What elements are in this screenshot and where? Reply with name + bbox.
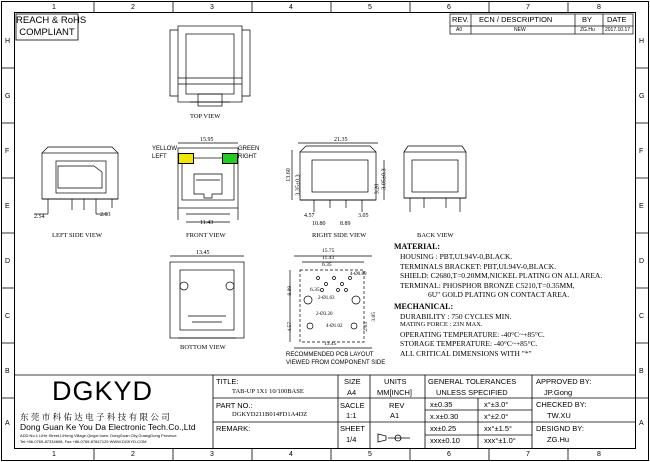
dim-pcb-d3: 2-Ø3.20 [316,312,333,317]
dim-right-h1: 13.60 [285,168,292,182]
compliance-box [16,14,87,38]
partno-value: DGKYD211B014FD1A4DZ [232,411,308,418]
compliance-line1: REACH & RoHS [16,15,87,26]
grid-row-label: E [5,203,10,210]
grid-col-label: 4 [289,4,293,11]
company-address: ADD:No.1 LiHe Street,LiHeng Village,Qingxi town, DongGuan City,GuangDong Province [20,433,177,438]
rev-header: REV. [452,15,469,24]
approved-label: APPROVED BY: [536,377,592,386]
desc-value: NEW [514,27,526,33]
dim-front-width: 15.95 [200,137,214,143]
tolerance-linear: xx±0.25 [430,424,457,433]
grid-row-label: A [639,420,644,427]
left-led-label: LEFT [152,154,167,160]
designed-value: ZG.Hu [547,435,570,444]
grid-col-label: 8 [597,4,601,11]
company-name-cn: 东 莞 市 科 佑 达 电 子 科 技 有 限 公 司 [20,412,170,422]
material-notes [394,243,602,357]
grid-col-label: 2 [131,451,135,458]
grid-row-label: F [639,148,644,155]
grid-row-label: G [5,93,11,100]
by-value: ZG.Hu [580,27,595,33]
material-line: SHIELD: C2680,T=0.20MM,NICKEL PLATING ON ALL AREA. [400,271,603,280]
dim-right-b4: 8.89 [340,221,351,227]
dim-left-b: 2.03 [100,212,111,218]
green-led [222,153,238,164]
dim-pcb-bottom: 13.45 [324,341,337,347]
grid-col-label: 3 [210,451,214,458]
grid-col-label: 3 [210,4,214,11]
dim-pcb-top2: 11.43 [322,255,335,261]
grid-col-label: 1 [52,451,56,458]
rev-value: A1 [390,411,400,420]
dim-right-b2: 3.05 [358,213,369,219]
grid-row-label: F [5,148,10,155]
by-header: BY [582,15,593,24]
grid-row-label: H [639,38,645,45]
bottom-view-label: BOTTOM VIEW [180,344,226,351]
dim-left-a: 2.54 [34,214,45,220]
material-line: 6U" GOLD PLATING ON CONTACT AREA. [428,290,570,299]
grid-col-label: 5 [368,4,372,11]
dim-pcb-v4: 2.03 [363,321,370,332]
grid-row-label: H [5,38,11,45]
mechanical-line: MATING FORCE : 23N MAX. [400,321,483,328]
dim-pcb-d1: 4-Ø0.89 [350,272,367,277]
yellow-led [178,153,194,164]
dim-front-bottom: 11.43 [200,220,214,226]
company-name-en: Dong Guan Ke You Da Electronic Tech.Co.,Ltd [20,422,196,432]
grid-row-label: D [639,258,645,265]
checked-value: TW.XU [547,411,571,420]
scale-label: SACLE [340,401,365,410]
desc-header: ECN / DESCRIPTION [479,15,553,24]
grid-row-label: B [5,368,10,375]
material-line: HOUSING : PBT,UL94V-0,BLACK. [400,252,513,261]
title-label: TITLE: [216,377,239,386]
dim-right-h3: 3.20 [374,183,381,195]
dim-pcb-d2: 2-Ø1.63 [318,296,335,301]
tolerance-angular: x°±2.0° [484,412,509,421]
material-line: TERMINAL: PHOSPHOR BRONZE C5210,T=0.35MM, [400,280,575,290]
compliance-line2: COMPLIANT [19,26,75,38]
dim-pcb-v1: 8.89 [287,285,294,296]
material-line: TERMINALS BRACKET: PBT,UL94V-0,BLACK. [400,261,557,271]
dim-pcb-d4: 4-Ø1.02 [326,324,343,329]
dim-right-h4: 3.05±0.3 [381,168,388,190]
title-value: TAB-UP 1X1 10/100BASE [232,388,304,395]
sheet-value: 1/4 [346,435,357,444]
grid-row-label: G [639,93,645,100]
dim-right-h2: 3.35±0.3 [295,174,302,196]
dim-pcb-top1: 15.75 [322,248,335,254]
tolerance-sublabel: UNLESS SPECIFIED [436,388,508,397]
tolerance-linear: x.x±0.30 [430,412,459,421]
scale-value: 1:1 [346,411,357,420]
company-logo: DGKYD [52,376,154,406]
grid-col-label: 8 [597,451,601,458]
size-value: A4 [347,388,357,397]
tolerance-angular: xxx°±1.0° [484,436,516,445]
grid-row-label: A [5,420,10,427]
grid-row-label: C [5,313,11,320]
right-side-view-label: RIGHT SIDE VIEW [312,232,367,239]
grid-col-label: 7 [526,4,530,11]
mechanical-line: ALL CRITICAL DIMENSIONS WITH "*" [400,348,532,358]
grid-row-label: B [639,368,644,375]
grid-row-label: D [5,258,11,265]
material-title: MATERIAL: [394,242,441,251]
tolerance-angular: x°±3.0° [484,400,509,409]
top-view-label: TOP VIEW [190,113,221,120]
tolerance-linear: x±0.35 [430,400,453,409]
pcb-layout-sublabel: VIEWED FROM COMPONENT SIDE [286,360,386,366]
units-value: MM[INCH] [377,388,412,397]
size-label: SIZE [344,377,361,386]
date-value: 2017.10.17 [605,27,631,33]
front-view-label: FRONT VIEW [186,232,226,239]
mechanical-line: DURABILITY : 750 CYCLES MIN. [400,311,512,321]
tolerance-label: GENERAL TOLERANCES [428,377,517,386]
grid-col-label: 1 [52,4,56,11]
dim-pcb-v3: 4.57 [287,321,294,332]
grid-col-label: 2 [131,4,135,11]
dim-pcb-v2: 6.35 [310,287,320,293]
dim-right-width: 21.35 [334,137,348,143]
mechanical-line: OPERATING TEMPERATURE: -40°C~+85°C. [400,329,545,339]
sheet-label: SHEET [340,424,366,433]
dim-right-b1: 4.57 [304,213,315,219]
units-label: UNITS [384,377,407,386]
grid-col-label: 5 [368,451,372,458]
grid-col-label: 6 [447,4,451,11]
dim-bottom-width: 13.45 [196,250,210,256]
partno-label: PART NO.: [216,401,253,410]
right-led-label: RIGHT [238,154,257,160]
grid-row-label: E [639,203,644,210]
dim-pcb-top3: 6.35 [322,262,332,268]
green-led-label: GREEN [238,146,260,152]
company-contact: Tel:+86-0769-87334608, Fax:+86-0769-87847129 WWW.DGKYD.COM [20,439,147,444]
tolerance-linear: xxx±0.10 [430,436,460,445]
approved-value: JP.Gong [544,388,573,397]
left-side-view-label: LEFT SIDE VIEW [52,232,102,239]
mechanical-title: MECHANICAL: [394,301,454,311]
tolerance-angular: xx°±1.5° [484,424,513,433]
rev-value: A0 [456,27,463,33]
back-view-label: BACK VIEW [417,232,454,239]
grid-row-label: C [639,313,645,320]
designed-label: DESIGND BY: [536,424,584,433]
mechanical-line: STORAGE TEMPERATURE: -40°C~+85°C. [400,339,538,348]
remark-label: REMARK: [216,424,251,433]
date-header: DATE [607,15,627,24]
pcb-layout-label: RECOMMENDED PCB LAYOUT [286,352,374,358]
grid-col-label: 4 [289,451,293,458]
dim-pcb-v5: 3.05 [371,311,378,322]
grid-col-label: 6 [447,451,451,458]
grid-col-label: 7 [526,451,530,458]
rev-label: REV [389,401,405,410]
dim-right-b3: 10.80 [312,221,326,227]
yellow-led-label: YELLOW [152,146,178,152]
checked-label: CHECKED BY: [536,400,587,409]
